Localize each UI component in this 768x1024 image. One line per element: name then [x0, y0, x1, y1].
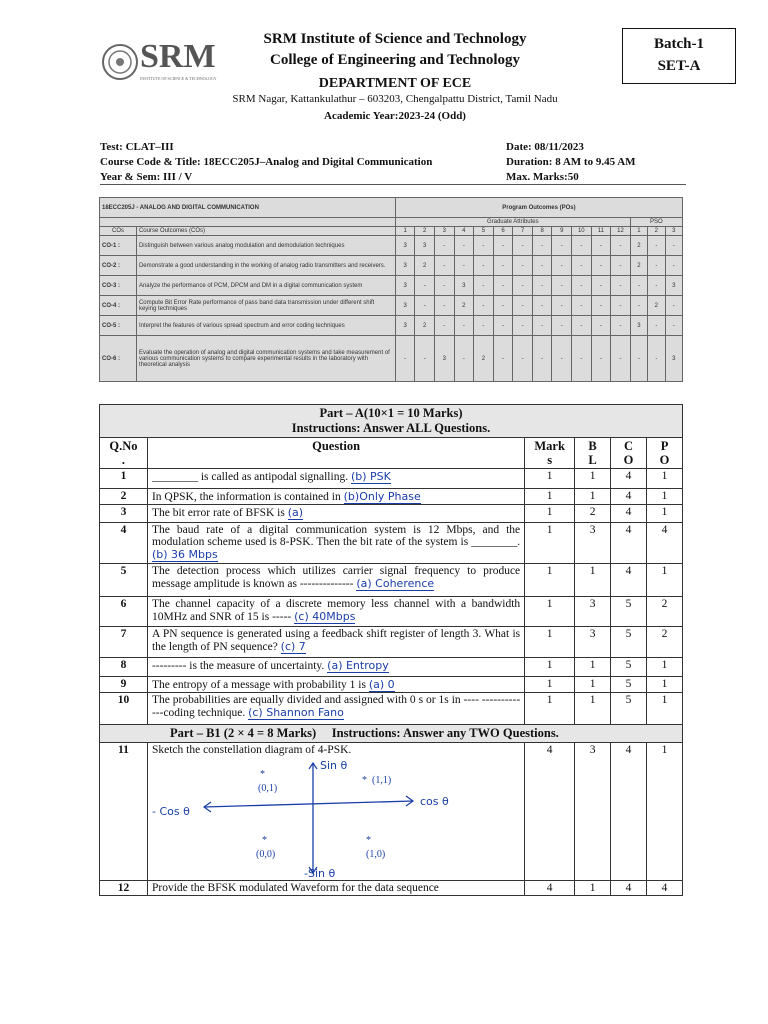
- co-id: CO-1 :: [100, 236, 137, 256]
- co-mapping-value: -: [648, 316, 665, 336]
- co-mapping-value: -: [648, 256, 665, 276]
- co-mapping-value: 3: [630, 316, 647, 336]
- po-number-row: [100, 227, 683, 236]
- co-row: [100, 296, 683, 316]
- question-marks: 1: [525, 469, 575, 489]
- set-label: SET-A: [657, 58, 701, 74]
- logo-subtext: INSTITUTE OF SCIENCE & TECHNOLOGY: [140, 76, 217, 81]
- question-bl: 3: [575, 597, 611, 627]
- question-cell: [147, 469, 524, 489]
- co-mapping-value: -: [532, 316, 552, 336]
- co-mapping-value: -: [532, 276, 552, 296]
- co-mapping-value: 3: [395, 296, 415, 316]
- co-mapping-value: -: [591, 276, 611, 296]
- co-mapping-value: -: [434, 296, 454, 316]
- address: SRM Nagar, Kattankulathur – 603203, Chengalpattu District, Tamil Nadu: [232, 93, 558, 105]
- co-mapping-value: -: [572, 336, 592, 382]
- question-co: 4: [611, 489, 647, 505]
- question-bl: 1: [575, 489, 611, 505]
- question-marks: 1: [525, 505, 575, 523]
- co-mapping-value: -: [454, 236, 474, 256]
- logo-wordmark: SRM: [140, 38, 216, 75]
- co-mapping-value: -: [648, 236, 665, 256]
- po-number: 9: [552, 227, 572, 236]
- co-mapping-value: 2: [454, 296, 474, 316]
- co-mapping-value: 3: [395, 276, 415, 296]
- year-sem: Year & Sem: III / V: [100, 171, 193, 183]
- question-po: 1: [647, 469, 683, 489]
- point-11-mark: *: [361, 775, 367, 786]
- bl-header: B: [588, 439, 597, 453]
- co-mapping-value: -: [572, 256, 592, 276]
- question-table: Part – A(10×1 = 10 Marks) Instructions: Answer ALL Questions. Q.No . Question Mark s B L C O P O 1 ________ is called as antipodal signalling. (b) PSK 1 1 4 1 2 In QPSK, the information is contained in (b)Only Phase 1 1 4 1 3 The bit error rate of BFSK is (a) 1 2 4 1 4 The baud rate of a digital communication system is 12 Mbps, and the modulation scheme used is 8-PSK. Then the bit rate of the system is ________. (b) 36 Mbps 1 3 4 4 5 The detection process which utilizes carrier signal frequency to produce message amplitude is known as -------------- (a) Coherence 1 1 4 1 6 The channel capacity of a discrete memory less channel with a bandwidth 10MHz and SNR of 15 is ----- (c) 40Mbps 1 3 5 2 7 A PN sequence is generated using a feedback shift register of length 3. What is the length of PN sequence? (c) 7 1 3 5 2 8 --------- is the measure of uncertainty. (a) Entropy 1 1 5 1 9 The entropy of a message with probability 1 is (a) 0 1 1 5 1 10 The probabilities are equally divided and assigned with 0 s or 1s in ---- -------------coding technique. (c) Shannon Fano 1 1 5 1 Part – B1 (2 × 4 = 8 Marks) Instructions: Answer any TWO Questions. 11 Sketch the constellation diagram of 4-PSK. Sin θ -Sin θ cos θ - Cos θ * (0,1) * (1,1) * (0,0) * (1,0) 4 3 4 1 12 Provide the BFSK modulated Waveform for the data sequence 4 1 4 4: [99, 404, 683, 896]
- question-text: The detection process which utilizes carrier signal frequency to produce message amplitude is known as --------------: [151, 565, 521, 590]
- co-mapping-value: -: [591, 256, 611, 276]
- academic-year: Academic Year:2023-24 (Odd): [324, 110, 466, 122]
- question-text: A PN sequence is generated using a feedback shift register of length 3. What is the length of PN sequence?: [151, 628, 521, 653]
- question-row: [100, 564, 683, 597]
- question-marks: 1: [525, 564, 575, 597]
- po-number: 5: [474, 227, 494, 236]
- question-po: 4: [647, 881, 683, 896]
- question-marks: 4: [525, 881, 575, 896]
- co-mapping-value: -: [665, 236, 682, 256]
- co-mapping-value: 2: [648, 296, 665, 316]
- question-number: 4: [100, 523, 148, 564]
- co-mapping-value: -: [415, 276, 435, 296]
- co-mapping-value: -: [532, 336, 552, 382]
- question-bl: 1: [575, 677, 611, 693]
- question-co: 4: [611, 505, 647, 523]
- co-mapping-value: -: [493, 316, 513, 336]
- question-number: 11: [100, 743, 148, 881]
- co-mapping-value: -: [552, 276, 572, 296]
- question-text: The baud rate of a digital communication system is 12 Mbps, and the modulation scheme used is 8-PSK. Then the bit rate of the system is ________.: [151, 524, 521, 548]
- co-mapping-value: -: [474, 316, 494, 336]
- co-mapping-value: -: [630, 336, 647, 382]
- question-row: [100, 627, 683, 658]
- test-date: Date: 08/11/2023: [506, 141, 584, 153]
- question-text: Sketch the constellation diagram of 4-PSK.: [151, 744, 352, 756]
- question-text: The bit error rate of BFSK is: [151, 507, 285, 519]
- question-row: [100, 523, 683, 564]
- question-bl: 3: [575, 743, 611, 881]
- question-po: 1: [647, 564, 683, 597]
- co-mapping-value: -: [572, 236, 592, 256]
- question-text: --------- is the measure of uncertainty.: [151, 660, 325, 672]
- pso-number: 2: [648, 227, 665, 236]
- co-mapping-value: -: [591, 316, 611, 336]
- co-mapping-value: -: [532, 256, 552, 276]
- question-cell: [147, 627, 524, 658]
- qno-header: Q.No: [109, 439, 138, 453]
- question-cell: [147, 597, 524, 627]
- answer-text: (b)Only Phase: [343, 490, 421, 503]
- co-description: Interpret the features of various spread spectrum and error coding techniques: [136, 316, 395, 336]
- srm-emblem-icon: [100, 42, 140, 82]
- question-number: 6: [100, 597, 148, 627]
- co-mapping-value: -: [513, 276, 533, 296]
- answer-text: (a) Entropy: [327, 659, 389, 672]
- co-mapping-value: -: [572, 316, 592, 336]
- question-cell: [147, 523, 524, 564]
- answer-text: (a): [287, 506, 304, 519]
- co-mapping-value: -: [552, 296, 572, 316]
- po-number: 10: [572, 227, 592, 236]
- question-number: 1: [100, 469, 148, 489]
- header-rule: [100, 184, 686, 185]
- pso-number: 1: [630, 227, 647, 236]
- co-mapping-value: 3: [454, 276, 474, 296]
- question-bl: 1: [575, 658, 611, 677]
- question-po: 1: [647, 693, 683, 725]
- co-mapping-value: -: [434, 276, 454, 296]
- ga-header: Graduate Attributes: [395, 218, 630, 227]
- co-mapping-value: 2: [474, 336, 494, 382]
- question-co: 5: [611, 693, 647, 725]
- co-mapping-value: -: [611, 296, 631, 316]
- po-header-col: P: [660, 439, 669, 453]
- co-mapping-value: 2: [630, 256, 647, 276]
- marks-header: Mark: [534, 439, 565, 453]
- cos-axis: [204, 801, 413, 807]
- question-cell: [147, 677, 524, 693]
- question-row: [100, 881, 683, 896]
- co-mapping-value: -: [454, 256, 474, 276]
- co-row: [100, 276, 683, 296]
- co-row: [100, 256, 683, 276]
- part-b1-title: Part – B1 (2 × 4 = 8 Marks): [170, 726, 317, 740]
- co-mapping-value: -: [591, 336, 611, 382]
- co-mapping-value: -: [434, 236, 454, 256]
- point-01-mark: *: [259, 769, 265, 780]
- co-mapping-value: -: [395, 336, 415, 382]
- question-po: 1: [647, 505, 683, 523]
- co-description: Compute Bit Error Rate performance of pass band data transmission under different shift keying techniques: [136, 296, 395, 316]
- neg-sin-label: -Sin θ: [303, 867, 336, 880]
- answer-text: (c) 7: [280, 640, 306, 653]
- question-text: The channel capacity of a discrete memory less channel with a bandwidth 10MHz and SNR of 15 is -----: [151, 598, 521, 623]
- co-mapping-value: 3: [665, 336, 682, 382]
- co-mapping-value: -: [513, 336, 533, 382]
- question-number: 7: [100, 627, 148, 658]
- co-mapping-value: -: [474, 276, 494, 296]
- batch-label: Batch-1: [654, 36, 704, 52]
- question-number: 3: [100, 505, 148, 523]
- co-description: Analyze the performance of PCM, DPCM and DM in a digital communication system: [136, 276, 395, 296]
- co-mapping-value: -: [532, 236, 552, 256]
- co-mapping-value: -: [434, 316, 454, 336]
- co-mapping-value: -: [611, 276, 631, 296]
- question-text: In QPSK, the information is contained in: [151, 491, 341, 503]
- co-id: CO-6 :: [100, 336, 137, 382]
- question-bl: 1: [575, 469, 611, 489]
- question-marks: 1: [525, 693, 575, 725]
- cos-label: cos θ: [419, 795, 449, 808]
- question-po: 2: [647, 597, 683, 627]
- answer-text: (b) PSK: [350, 470, 391, 483]
- co-mapping-value: -: [493, 296, 513, 316]
- question-cell: [147, 505, 524, 523]
- co-mapping-value: -: [434, 256, 454, 276]
- college-name: College of Engineering and Technology: [269, 52, 521, 68]
- question-row: [100, 489, 683, 505]
- question-co: 4: [611, 743, 647, 881]
- question-marks: 1: [525, 523, 575, 564]
- co-mapping-value: -: [493, 236, 513, 256]
- co-mapping-value: 3: [665, 276, 682, 296]
- co-mapping-value: -: [474, 296, 494, 316]
- test-duration: Duration: 8 AM to 9.45 AM: [506, 156, 636, 168]
- question-row: [100, 693, 683, 725]
- co-row: [100, 236, 683, 256]
- point-11-label: (1,1): [371, 775, 392, 786]
- department-name: DEPARTMENT OF ECE: [318, 76, 472, 91]
- question-row: [100, 743, 683, 881]
- co-id: CO-3 :: [100, 276, 137, 296]
- co-mapping-value: 2: [630, 236, 647, 256]
- question-header: Question: [147, 438, 524, 469]
- po-number: 1: [395, 227, 415, 236]
- part-b1-instructions: Instructions: Answer any TWO Questions.: [331, 726, 559, 740]
- answer-text: (c) 40Mbps: [294, 610, 356, 623]
- question-row: [100, 469, 683, 489]
- question-po: 1: [647, 658, 683, 677]
- co-mapping-value: -: [648, 276, 665, 296]
- question-po: 4: [647, 523, 683, 564]
- co-mapping-value: -: [454, 316, 474, 336]
- co-mapping-value: 2: [415, 316, 435, 336]
- question-number: 8: [100, 658, 148, 677]
- question-bl: 3: [575, 523, 611, 564]
- po-header: Program Outcomes (POs): [395, 198, 682, 218]
- po-number: 7: [513, 227, 533, 236]
- pso-header: PSO: [630, 218, 682, 227]
- neg-cos-label: - Cos θ: [151, 805, 190, 818]
- question-number: 9: [100, 677, 148, 693]
- co-description: Evaluate the operation of analog and digital communication systems and take measurement of various communication systems to compare experimental results in the laboratory with theoretical analysis: [136, 336, 395, 382]
- co-description: Distinguish between various analog modulation and demodulation techniques: [136, 236, 395, 256]
- test-name: Test: CLAT–III: [100, 141, 174, 153]
- question-number: 12: [100, 881, 148, 896]
- co-mapping-value: 3: [395, 256, 415, 276]
- co-mapping-value: -: [552, 316, 572, 336]
- co-id: CO-2 :: [100, 256, 137, 276]
- co-mapping-value: -: [493, 276, 513, 296]
- po-number: 6: [493, 227, 513, 236]
- point-10-mark: *: [365, 835, 371, 846]
- question-number: 2: [100, 489, 148, 505]
- question-marks: 1: [525, 658, 575, 677]
- question-po: 1: [647, 743, 683, 881]
- question-co: 5: [611, 658, 647, 677]
- question-bl: 3: [575, 627, 611, 658]
- question-co: 4: [611, 881, 647, 896]
- question-cell: [147, 564, 524, 597]
- question-po: 2: [647, 627, 683, 658]
- question-po: 1: [647, 489, 683, 505]
- cos-col-header: COs: [100, 227, 137, 236]
- co-mapping-value: -: [630, 296, 647, 316]
- max-marks: Max. Marks:50: [506, 171, 579, 183]
- part-a-title: Part – A(10×1 = 10 Marks): [319, 406, 463, 420]
- question-row: [100, 677, 683, 693]
- question-co: 4: [611, 469, 647, 489]
- institute-name: SRM Institute of Science and Technology: [263, 31, 527, 47]
- sin-label: Sin θ: [319, 759, 348, 772]
- part-a-instructions: Instructions: Answer ALL Questions.: [291, 421, 491, 435]
- po-number: 11: [591, 227, 611, 236]
- co-mapping-value: -: [665, 316, 682, 336]
- co-po-table: [99, 197, 683, 382]
- co-mapping-value: -: [572, 276, 592, 296]
- co-row: [100, 316, 683, 336]
- question-bl: 1: [575, 564, 611, 597]
- question-row: [100, 597, 683, 627]
- co-mapping-value: -: [513, 236, 533, 256]
- question-row: [100, 658, 683, 677]
- co-mapping-value: -: [474, 236, 494, 256]
- question-text: ________ is called as antipodal signalling.: [151, 471, 349, 483]
- co-mapping-value: -: [630, 276, 647, 296]
- co-mapping-value: -: [415, 336, 435, 382]
- batch-box: [622, 28, 736, 84]
- question-co: 5: [611, 677, 647, 693]
- answer-text: (b) 36 Mbps: [151, 548, 218, 561]
- question-cell: [147, 489, 524, 505]
- po-number: 2: [415, 227, 435, 236]
- co-mapping-value: -: [611, 236, 631, 256]
- co-row: [100, 336, 683, 382]
- question-co: 4: [611, 523, 647, 564]
- po-number: 4: [454, 227, 474, 236]
- co-id: CO-5 :: [100, 316, 137, 336]
- question-row: [100, 505, 683, 523]
- co-mapping-value: -: [513, 296, 533, 316]
- co-mapping-value: 2: [415, 256, 435, 276]
- co-mapping-value: -: [552, 336, 572, 382]
- co-mapping-value: -: [513, 316, 533, 336]
- co-id: CO-4 :: [100, 296, 137, 316]
- question-marks: 1: [525, 677, 575, 693]
- point-00-label: (0,0): [255, 849, 276, 860]
- question-text: Provide the BFSK modulated Waveform for the data sequence: [147, 881, 524, 896]
- co-mapping-value: -: [532, 296, 552, 316]
- question-number: 10: [100, 693, 148, 725]
- course-title-cell: 18ECC205J - ANALOG AND DIGITAL COMMUNICATION: [100, 198, 396, 218]
- question-co: 5: [611, 627, 647, 658]
- question-cell: [147, 658, 524, 677]
- question-number: 5: [100, 564, 148, 597]
- question-marks: 4: [525, 743, 575, 881]
- point-01-label: (0,1): [257, 783, 278, 794]
- question-co: 4: [611, 564, 647, 597]
- question-bl: 1: [575, 881, 611, 896]
- question-marks: 1: [525, 627, 575, 658]
- po-number: 12: [611, 227, 631, 236]
- question-marks: 1: [525, 597, 575, 627]
- co-mapping-value: -: [513, 256, 533, 276]
- co-mapping-value: -: [665, 296, 682, 316]
- co-mapping-value: 3: [395, 316, 415, 336]
- co-mapping-value: -: [493, 256, 513, 276]
- answer-text: (c) Shannon Fano: [248, 706, 344, 719]
- co-description: Demonstrate a good understanding in the working of analog radio transmitters and receivers.: [136, 256, 395, 276]
- co-mapping-value: -: [454, 336, 474, 382]
- co-mapping-value: -: [474, 256, 494, 276]
- co-mapping-value: 3: [395, 236, 415, 256]
- co-mapping-value: 3: [415, 236, 435, 256]
- co-mapping-value: -: [493, 336, 513, 382]
- point-10-label: (1,0): [365, 849, 386, 860]
- co-mapping-value: -: [648, 336, 665, 382]
- co-mapping-value: -: [415, 296, 435, 316]
- question-cell: [147, 693, 524, 725]
- question-text: The entropy of a message with probability 1 is: [151, 679, 366, 691]
- co-header: C: [624, 439, 634, 453]
- pso-number: 3: [665, 227, 682, 236]
- question-co: 5: [611, 597, 647, 627]
- co-mapping-value: -: [611, 316, 631, 336]
- co-mapping-value: -: [552, 236, 572, 256]
- point-00-mark: *: [261, 835, 267, 846]
- co-mapping-value: -: [572, 296, 592, 316]
- question-text: The probabilities are equally divided and assigned with 0 s or 1s in ---- -------------coding technique.: [151, 694, 521, 719]
- answer-text: (a) 0: [368, 678, 395, 691]
- constellation-sketch: [151, 759, 488, 880]
- question-bl: 1: [575, 693, 611, 725]
- co-mapping-value: 3: [434, 336, 454, 382]
- question-bl: 2: [575, 505, 611, 523]
- answer-text: (a) Coherence: [356, 577, 435, 590]
- question-marks: 1: [525, 489, 575, 505]
- co-col-header: Course Outcomes (COs): [136, 227, 395, 236]
- co-mapping-value: -: [611, 336, 631, 382]
- question-po: 1: [647, 677, 683, 693]
- co-mapping-value: -: [591, 296, 611, 316]
- co-mapping-value: -: [552, 256, 572, 276]
- co-mapping-value: -: [611, 256, 631, 276]
- co-mapping-value: -: [591, 236, 611, 256]
- co-mapping-value: -: [665, 256, 682, 276]
- course-title: Course Code & Title: 18ECC205J–Analog and Digital Communication: [100, 156, 433, 168]
- po-number: 3: [434, 227, 454, 236]
- po-number: 8: [532, 227, 552, 236]
